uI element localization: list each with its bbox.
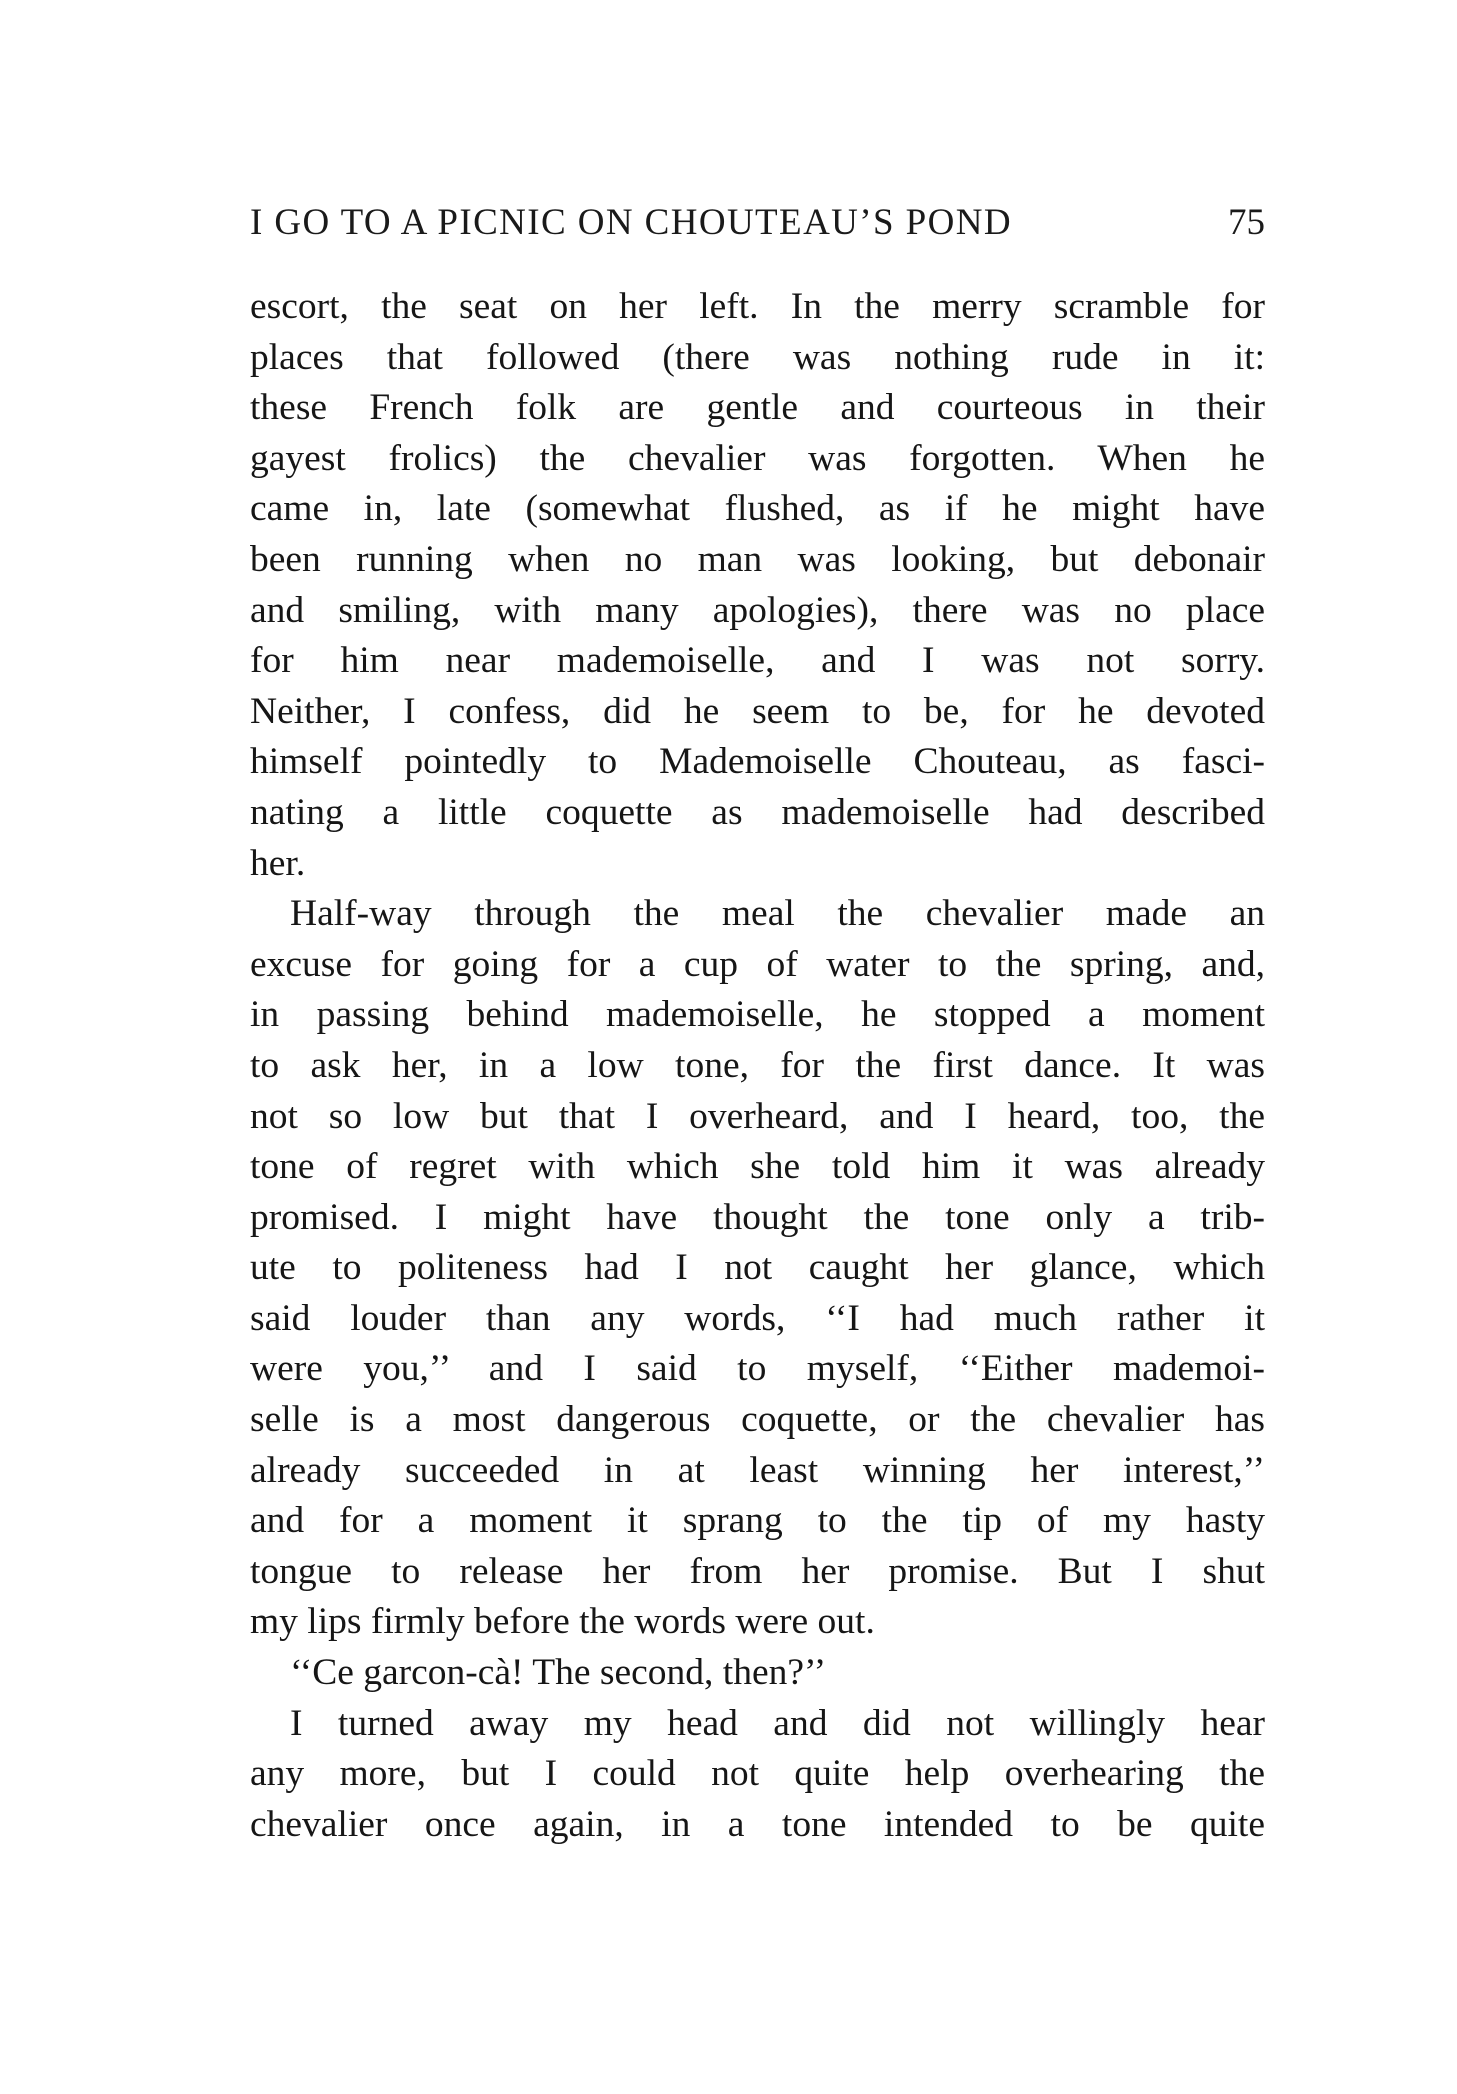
- text-line: my lips firmly before the words were out.: [250, 1601, 875, 1643]
- text-line: her.: [250, 842, 306, 884]
- text-line: ‘‘Ce garcon-cà! The second, then?’’: [290, 1652, 827, 1694]
- text-line: any more, but I could not quite help overhearing the: [250, 1753, 1265, 1795]
- text-line: nating a little coquette as mademoiselle had described: [250, 791, 1265, 833]
- text-line: for him near mademoiselle, and I was not sorry.: [250, 640, 1265, 682]
- text-line: were you,’’ and I said to myself, ‘‘Either mademoi-: [250, 1348, 1265, 1390]
- text-line: to ask her, in a low tone, for the first dance. It was: [250, 1044, 1265, 1086]
- text-line: been running when no man was looking, but debonair: [250, 538, 1265, 580]
- text-line: gayest frolics) the chevalier was forgotten. When he: [250, 437, 1265, 479]
- text-line: Half-way through the meal the chevalier made an: [290, 893, 1265, 935]
- text-line: said louder than any words, ‘‘I had much rather it: [250, 1297, 1265, 1339]
- text-line: not so low but that I overheard, and I heard, too, the: [250, 1095, 1265, 1137]
- text-line: I turned away my head and did not willingly hear: [290, 1702, 1265, 1744]
- text-line: escort, the seat on her left. In the merry scramble for: [250, 286, 1265, 327]
- running-title: I GO TO A PICNIC ON CHOUTEAU’S POND: [250, 202, 1012, 243]
- text-line: places that followed (there was nothing rude in it:: [250, 336, 1265, 378]
- text-line: excuse for going for a cup of water to the spring, and,: [250, 943, 1265, 985]
- text-line: promised. I might have thought the tone only a trib-: [250, 1196, 1265, 1238]
- text-line: ute to politeness had I not caught her glance, which: [250, 1247, 1265, 1289]
- text-line: selle is a most dangerous coquette, or the chevalier has: [250, 1399, 1265, 1441]
- text-line: these French folk are gentle and courteous in their: [250, 387, 1265, 429]
- text-line: chevalier once again, in a tone intended to be quite: [250, 1803, 1265, 1845]
- text-line: and smiling, with many apologies), there was no place: [250, 589, 1265, 631]
- text-line: Neither, I confess, did he seem to be, for he devoted: [250, 690, 1265, 732]
- text-line: himself pointedly to Mademoiselle Chouteau, as fasci-: [250, 741, 1265, 783]
- text-line: and for a moment it sprang to the tip of my hasty: [250, 1500, 1265, 1542]
- running-header: [250, 198, 1265, 248]
- text-line: tone of regret with which she told him it was already: [250, 1146, 1265, 1188]
- page-number: 75: [1228, 202, 1265, 243]
- text-line: already succeeded in at least winning her interest,’’: [250, 1449, 1265, 1491]
- text-line: in passing behind mademoiselle, he stopped a moment: [250, 994, 1265, 1036]
- text-line: tongue to release her from her promise. But I shut: [250, 1550, 1265, 1592]
- text-line: came in, late (somewhat flushed, as if he might have: [250, 488, 1265, 530]
- body-text: [250, 282, 1265, 1850]
